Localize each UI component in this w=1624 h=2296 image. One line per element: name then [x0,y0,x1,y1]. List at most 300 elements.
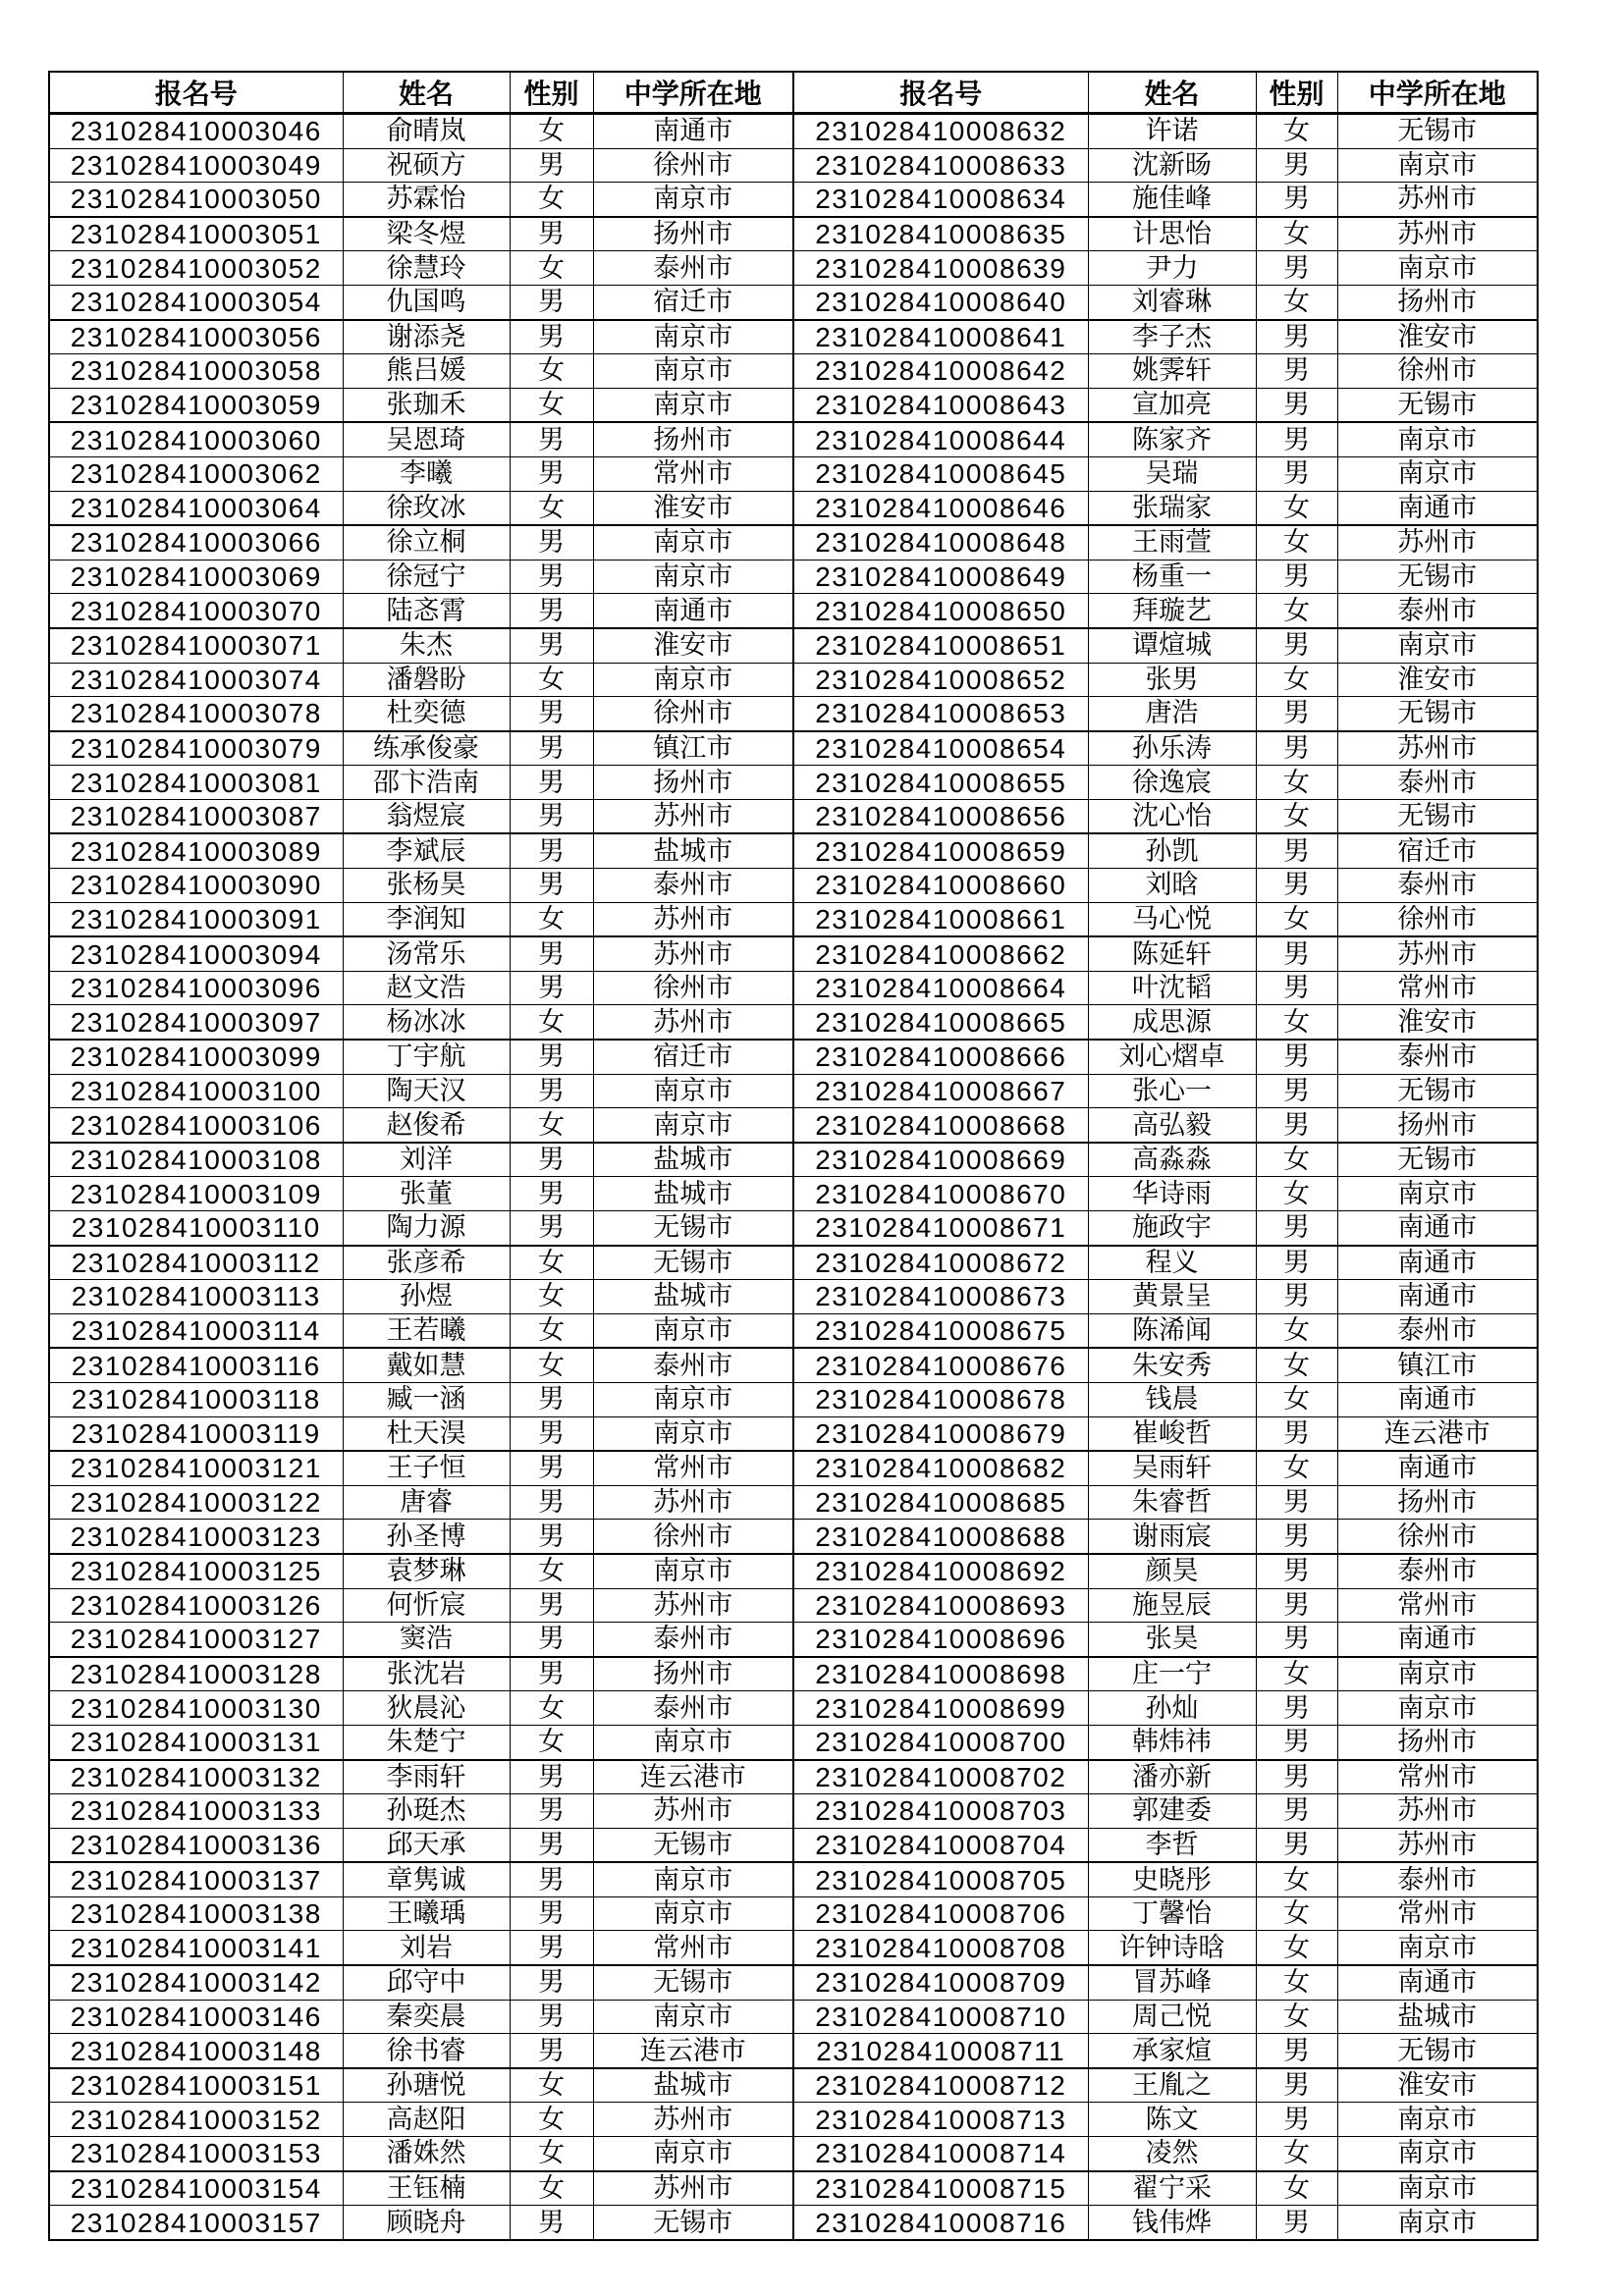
right-gender-cell: 男 [1256,2068,1337,2103]
right-gender-cell: 男 [1256,869,1337,903]
left-reg-no-cell: 231028410003056 [49,320,343,354]
left-school-location-cell: 扬州市 [593,1657,793,1691]
right-gender-cell: 女 [1256,799,1337,833]
right-name-cell: 陈家齐 [1088,422,1256,456]
left-name-cell: 孙瑭悦 [343,2068,510,2103]
left-school-location-cell: 苏州市 [593,902,793,936]
right-name-cell: 施昱辰 [1088,1588,1256,1623]
left-gender-cell: 男 [510,2206,593,2240]
left-gender-cell: 男 [510,1896,593,1931]
right-school-location-cell: 苏州市 [1337,525,1538,560]
left-name-cell: 戴如慧 [343,1348,510,1382]
left-reg-no-cell: 231028410003154 [49,2171,343,2206]
left-school-location-cell: 苏州市 [593,1005,793,1040]
right-school-location-cell: 无锡市 [1337,388,1538,422]
right-gender-cell: 男 [1256,731,1337,766]
left-name-cell: 李雨轩 [343,1760,510,1794]
left-reg-no-cell: 231028410003089 [49,833,343,868]
left-school-location-cell: 盐城市 [593,1280,793,1314]
right-school-location-cell: 苏州市 [1337,217,1538,251]
right-gender-cell: 男 [1256,2206,1337,2240]
left-gender-cell: 男 [510,1862,593,1896]
left-name-cell: 刘岩 [343,1931,510,1965]
table-row [49,560,1538,594]
right-name-cell: 施政宇 [1088,1211,1256,1246]
right-name-cell: 郭建委 [1088,1794,1256,1829]
left-reg-no-cell: 231028410003152 [49,2103,343,2137]
right-name-cell: 马心悦 [1088,902,1256,936]
left-school-location-cell: 南京市 [593,525,793,560]
right-school-location-cell: 扬州市 [1337,1725,1538,1759]
left-school-location-cell: 盐城市 [593,2068,793,2103]
left-name-cell: 王钰楠 [343,2171,510,2206]
left-name-cell: 梁冬煜 [343,217,510,251]
left-gender-cell: 男 [510,1520,593,1554]
left-name-cell: 王若曦 [343,1313,510,1348]
right-school-location-cell: 泰州市 [1337,1862,1538,1896]
left-name-cell: 顾晓舟 [343,2206,510,2240]
right-gender-cell: 男 [1256,1554,1337,1588]
right-school-location-cell: 泰州市 [1337,594,1538,628]
right-gender-cell: 女 [1256,525,1337,560]
right-name-cell: 杨重一 [1088,560,1256,594]
left-reg-no-cell: 231028410003113 [49,1280,343,1314]
left-reg-no-cell: 231028410003054 [49,285,343,319]
left-gender-cell: 女 [510,1554,593,1588]
left-reg-no-cell: 231028410003133 [49,1794,343,1829]
left-school-location-cell: 宿迁市 [593,1040,793,1074]
right-school-location-cell: 淮安市 [1337,2068,1538,2103]
table-row [49,1965,1538,2000]
right-name-cell: 施佳峰 [1088,183,1256,217]
right-school-location-cell: 无锡市 [1337,799,1538,833]
left-reg-no-cell: 231028410003051 [49,217,343,251]
left-school-location-cell: 泰州市 [593,1348,793,1382]
left-name-cell: 陶天汉 [343,1074,510,1108]
right-reg-no-cell: 231028410008653 [793,697,1088,731]
left-reg-no-cell: 231028410003131 [49,1725,343,1759]
left-gender-cell: 女 [510,491,593,525]
left-gender-cell: 男 [510,1211,593,1246]
left-name-cell: 李曦 [343,456,510,491]
right-school-location-cell: 常州市 [1337,1760,1538,1794]
left-gender-cell: 女 [510,1313,593,1348]
right-name-cell: 成思源 [1088,1005,1256,1040]
left-school-location-cell: 南京市 [593,2000,793,2034]
right-school-location-cell: 无锡市 [1337,1074,1538,1108]
left-gender-cell: 男 [510,1588,593,1623]
left-reg-no-cell: 231028410003130 [49,1691,343,1726]
right-school-location-cell: 南京市 [1337,2171,1538,2206]
left-name-cell: 邵卞浩南 [343,766,510,800]
left-name-cell: 赵俊希 [343,1108,510,1143]
left-reg-no-cell: 231028410003106 [49,1108,343,1143]
table-body [49,114,1538,2240]
right-reg-no-cell: 231028410008714 [793,2137,1088,2171]
left-gender-cell: 男 [510,1040,593,1074]
right-name-cell: 韩炜祎 [1088,1725,1256,1759]
left-gender-cell: 男 [510,766,593,800]
right-reg-no-cell: 231028410008634 [793,183,1088,217]
table-row [49,1896,1538,1931]
table-row [49,1725,1538,1759]
right-reg-no-cell: 231028410008643 [793,388,1088,422]
left-school-location-cell: 苏州市 [593,1794,793,1829]
right-gender-cell: 男 [1256,1691,1337,1726]
left-gender-cell: 女 [510,902,593,936]
right-school-location-cell: 南京市 [1337,148,1538,183]
left-name-cell: 赵文浩 [343,971,510,1005]
left-reg-no-cell: 231028410003114 [49,1313,343,1348]
table-row [49,766,1538,800]
left-name-cell: 张董 [343,1177,510,1211]
table-row [49,1246,1538,1280]
right-reg-no-cell: 231028410008642 [793,354,1088,389]
right-name-cell: 周己悦 [1088,2000,1256,2034]
right-school-location-cell: 南京市 [1337,456,1538,491]
left-reg-no-cell: 231028410003119 [49,1416,343,1451]
left-reg-no-cell: 231028410003096 [49,971,343,1005]
table-row [49,251,1538,286]
table-row [49,525,1538,560]
header-row [49,72,1538,114]
left-name-cell: 朱楚宁 [343,1725,510,1759]
right-school-location-cell: 无锡市 [1337,1143,1538,1177]
left-name-cell: 翁煜宸 [343,799,510,833]
left-gender-cell: 男 [510,1074,593,1108]
right-school-location-cell: 泰州市 [1337,1554,1538,1588]
table-row [49,114,1538,149]
right-school-location-cell: 连云港市 [1337,1416,1538,1451]
right-school-location-cell: 盐城市 [1337,2000,1538,2034]
table-row [49,2103,1538,2137]
left-school-location-cell: 无锡市 [593,2206,793,2240]
right-school-location-cell: 南通市 [1337,1382,1538,1416]
left-reg-no-cell: 231028410003066 [49,525,343,560]
left-name-cell: 谢添尧 [343,320,510,354]
right-gender-cell: 男 [1256,1040,1337,1074]
right-gender-cell: 女 [1256,1005,1337,1040]
right-gender-cell: 男 [1256,354,1337,389]
right-name-cell: 叶沈韬 [1088,971,1256,1005]
right-reg-no-cell: 231028410008652 [793,663,1088,697]
right-gender-cell: 男 [1256,388,1337,422]
left-school-location-cell: 苏州市 [593,1485,793,1520]
left-gender-cell: 女 [510,1348,593,1382]
table-row [49,1760,1538,1794]
table-row [49,869,1538,903]
right-school-location-cell: 南京市 [1337,251,1538,286]
left-gender-cell: 男 [510,731,593,766]
table-row [49,456,1538,491]
right-name-cell: 凌然 [1088,2137,1256,2171]
header-school-location: 中学所在地 [1337,72,1538,114]
header-gender: 性别 [1256,72,1337,114]
right-name-cell: 朱睿哲 [1088,1485,1256,1520]
right-school-location-cell: 淮安市 [1337,320,1538,354]
left-gender-cell: 男 [510,594,593,628]
left-gender-cell: 女 [510,2137,593,2171]
left-school-location-cell: 南京市 [593,2137,793,2171]
left-school-location-cell: 泰州市 [593,869,793,903]
left-name-cell: 袁梦琳 [343,1554,510,1588]
left-school-location-cell: 泰州市 [593,1691,793,1726]
left-school-location-cell: 南京市 [593,560,793,594]
right-gender-cell: 女 [1256,1382,1337,1416]
right-gender-cell: 男 [1256,936,1337,971]
table-row [49,697,1538,731]
left-gender-cell: 女 [510,1725,593,1759]
left-name-cell: 张珈禾 [343,388,510,422]
left-name-cell: 秦奕晨 [343,2000,510,2034]
right-reg-no-cell: 231028410008716 [793,2206,1088,2240]
right-name-cell: 许诺 [1088,114,1256,149]
right-gender-cell: 女 [1256,1965,1337,2000]
right-school-location-cell: 无锡市 [1337,2034,1538,2068]
left-name-cell: 潘磐盼 [343,663,510,697]
left-school-location-cell: 宿迁市 [593,285,793,319]
left-school-location-cell: 徐州市 [593,697,793,731]
right-school-location-cell: 南京市 [1337,1931,1538,1965]
left-reg-no-cell: 231028410003132 [49,1760,343,1794]
left-name-cell: 徐冠宁 [343,560,510,594]
left-school-location-cell: 南通市 [593,114,793,149]
right-reg-no-cell: 231028410008632 [793,114,1088,149]
right-reg-no-cell: 231028410008641 [793,320,1088,354]
left-name-cell: 高赵阳 [343,2103,510,2137]
right-name-cell: 冒苏峰 [1088,1965,1256,2000]
right-reg-no-cell: 231028410008709 [793,1965,1088,2000]
left-school-location-cell: 南京市 [593,1862,793,1896]
left-reg-no-cell: 231028410003046 [49,114,343,149]
left-gender-cell: 男 [510,1451,593,1485]
table-row [49,1931,1538,1965]
left-school-location-cell: 常州市 [593,1451,793,1485]
left-gender-cell: 男 [510,1760,593,1794]
right-school-location-cell: 泰州市 [1337,869,1538,903]
right-gender-cell: 男 [1256,320,1337,354]
right-name-cell: 宣加亮 [1088,388,1256,422]
right-school-location-cell: 无锡市 [1337,697,1538,731]
left-reg-no-cell: 231028410003125 [49,1554,343,1588]
left-reg-no-cell: 231028410003059 [49,388,343,422]
left-reg-no-cell: 231028410003123 [49,1520,343,1554]
right-reg-no-cell: 231028410008706 [793,1896,1088,1931]
left-name-cell: 王曦瑀 [343,1896,510,1931]
left-school-location-cell: 连云港市 [593,2034,793,2068]
left-name-cell: 熊吕媛 [343,354,510,389]
left-gender-cell: 男 [510,456,593,491]
right-school-location-cell: 南通市 [1337,1246,1538,1280]
left-name-cell: 窦浩 [343,1623,510,1657]
left-gender-cell: 男 [510,422,593,456]
left-reg-no-cell: 231028410003062 [49,456,343,491]
right-gender-cell: 女 [1256,1896,1337,1931]
table-row [49,320,1538,354]
left-reg-no-cell: 231028410003070 [49,594,343,628]
right-school-location-cell: 南京市 [1337,2103,1538,2137]
left-gender-cell: 男 [510,285,593,319]
table-row [49,148,1538,183]
right-school-location-cell: 徐州市 [1337,902,1538,936]
left-name-cell: 徐玫冰 [343,491,510,525]
table-row [49,1108,1538,1143]
right-gender-cell: 男 [1256,971,1337,1005]
right-gender-cell: 女 [1256,1313,1337,1348]
right-school-location-cell: 徐州市 [1337,1520,1538,1554]
right-reg-no-cell: 231028410008703 [793,1794,1088,1829]
table-row [49,731,1538,766]
right-reg-no-cell: 231028410008699 [793,1691,1088,1726]
table-row [49,2034,1538,2068]
left-school-location-cell: 苏州市 [593,799,793,833]
right-school-location-cell: 南京市 [1337,422,1538,456]
left-school-location-cell: 苏州市 [593,1588,793,1623]
left-gender-cell: 男 [510,1143,593,1177]
left-gender-cell: 男 [510,833,593,868]
right-school-location-cell: 徐州市 [1337,354,1538,389]
right-gender-cell: 女 [1256,1143,1337,1177]
left-reg-no-cell: 231028410003091 [49,902,343,936]
table-row [49,1451,1538,1485]
right-name-cell: 谭煊城 [1088,628,1256,663]
right-gender-cell: 女 [1256,2137,1337,2171]
left-gender-cell: 女 [510,1280,593,1314]
left-gender-cell: 女 [510,183,593,217]
right-reg-no-cell: 231028410008661 [793,902,1088,936]
header-name: 姓名 [343,72,510,114]
right-name-cell: 张昊 [1088,1623,1256,1657]
left-school-location-cell: 南京市 [593,1108,793,1143]
right-reg-no-cell: 231028410008635 [793,217,1088,251]
right-reg-no-cell: 231028410008671 [793,1211,1088,1246]
right-gender-cell: 男 [1256,1725,1337,1759]
table-row [49,1588,1538,1623]
table-row [49,2171,1538,2206]
right-name-cell: 张瑞家 [1088,491,1256,525]
left-gender-cell: 男 [510,1485,593,1520]
right-gender-cell: 女 [1256,491,1337,525]
left-name-cell: 狄晨沁 [343,1691,510,1726]
left-name-cell: 李润知 [343,902,510,936]
left-name-cell: 仇国鸣 [343,285,510,319]
left-name-cell: 陶力源 [343,1211,510,1246]
left-school-location-cell: 南京市 [593,1313,793,1348]
left-gender-cell: 男 [510,799,593,833]
left-reg-no-cell: 231028410003121 [49,1451,343,1485]
right-school-location-cell: 无锡市 [1337,560,1538,594]
left-name-cell: 唐睿 [343,1485,510,1520]
left-reg-no-cell: 231028410003108 [49,1143,343,1177]
table-row [49,285,1538,319]
table-row [49,1280,1538,1314]
left-school-location-cell: 苏州市 [593,936,793,971]
right-school-location-cell: 南通市 [1337,1623,1538,1657]
right-school-location-cell: 无锡市 [1337,114,1538,149]
table-row [49,936,1538,971]
right-school-location-cell: 南通市 [1337,1965,1538,2000]
left-reg-no-cell: 231028410003071 [49,628,343,663]
left-gender-cell: 男 [510,525,593,560]
left-school-location-cell: 淮安市 [593,628,793,663]
right-gender-cell: 男 [1256,456,1337,491]
right-name-cell: 丁馨怡 [1088,1896,1256,1931]
right-reg-no-cell: 231028410008669 [793,1143,1088,1177]
left-gender-cell: 男 [510,1828,593,1862]
right-reg-no-cell: 231028410008672 [793,1246,1088,1280]
header-school-location: 中学所在地 [593,72,793,114]
left-gender-cell: 男 [510,936,593,971]
right-name-cell: 程义 [1088,1246,1256,1280]
right-gender-cell: 男 [1256,1280,1337,1314]
table-row [49,1074,1538,1108]
right-reg-no-cell: 231028410008705 [793,1862,1088,1896]
left-school-location-cell: 扬州市 [593,217,793,251]
left-school-location-cell: 苏州市 [593,2103,793,2137]
right-name-cell: 陈浠闻 [1088,1313,1256,1348]
right-school-location-cell: 苏州市 [1337,731,1538,766]
left-school-location-cell: 镇江市 [593,731,793,766]
left-gender-cell: 男 [510,1623,593,1657]
left-reg-no-cell: 231028410003079 [49,731,343,766]
left-reg-no-cell: 231028410003142 [49,1965,343,2000]
table-row [49,491,1538,525]
table-row [49,971,1538,1005]
left-reg-no-cell: 231028410003097 [49,1005,343,1040]
left-name-cell: 潘姝然 [343,2137,510,2171]
right-name-cell: 钱晨 [1088,1382,1256,1416]
table-row [49,1520,1538,1554]
left-reg-no-cell: 231028410003127 [49,1623,343,1657]
left-school-location-cell: 徐州市 [593,1520,793,1554]
right-name-cell: 吴雨轩 [1088,1451,1256,1485]
table-row [49,1040,1538,1074]
left-school-location-cell: 南京市 [593,1725,793,1759]
right-name-cell: 唐浩 [1088,697,1256,731]
left-gender-cell: 女 [510,1246,593,1280]
right-name-cell: 计思怡 [1088,217,1256,251]
right-gender-cell: 男 [1256,833,1337,868]
table-row [49,2068,1538,2103]
right-reg-no-cell: 231028410008682 [793,1451,1088,1485]
right-gender-cell: 男 [1256,422,1337,456]
left-name-cell: 徐立桐 [343,525,510,560]
right-name-cell: 徐逸宸 [1088,766,1256,800]
left-name-cell: 苏霖怡 [343,183,510,217]
left-school-location-cell: 南通市 [593,594,793,628]
table-row [49,1005,1538,1040]
right-school-location-cell: 扬州市 [1337,1485,1538,1520]
right-reg-no-cell: 231028410008650 [793,594,1088,628]
right-name-cell: 高淼淼 [1088,1143,1256,1177]
right-name-cell: 刘晗 [1088,869,1256,903]
table-row [49,1485,1538,1520]
right-name-cell: 潘亦新 [1088,1760,1256,1794]
left-school-location-cell: 连云港市 [593,1760,793,1794]
right-name-cell: 庄一宁 [1088,1657,1256,1691]
left-reg-no-cell: 231028410003128 [49,1657,343,1691]
right-name-cell: 吴瑞 [1088,456,1256,491]
left-reg-no-cell: 231028410003112 [49,1246,343,1280]
table-row [49,1657,1538,1691]
left-gender-cell: 男 [510,1794,593,1829]
left-gender-cell: 男 [510,2000,593,2034]
right-name-cell: 孙乐涛 [1088,731,1256,766]
right-name-cell: 崔峻哲 [1088,1416,1256,1451]
right-school-location-cell: 南通市 [1337,1451,1538,1485]
left-gender-cell: 女 [510,114,593,149]
left-reg-no-cell: 231028410003136 [49,1828,343,1862]
